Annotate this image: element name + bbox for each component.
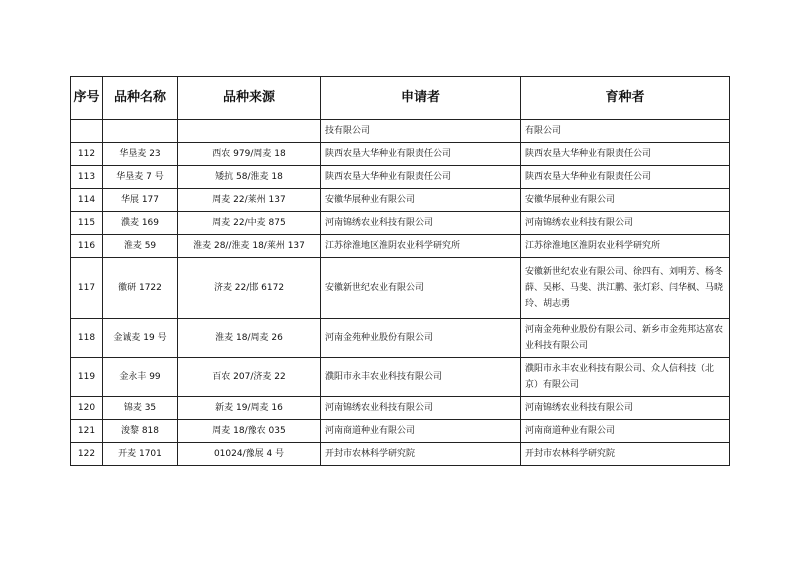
table-row [71,443,730,466]
cell-breeder: 陕西农垦大华种业有限责任公司 [521,166,730,189]
cell-breeder: 开封市农林科学研究院 [521,443,730,466]
cell-source [178,120,321,143]
cell-applicant: 安徽新世纪农业有限公司 [321,258,521,319]
cell-name: 锦麦 35 [103,397,178,420]
cell-name: 淮麦 59 [103,235,178,258]
cell-name: 徽研 1722 [103,258,178,319]
cell-breeder: 陕西农垦大华种业有限责任公司 [521,143,730,166]
cell-name: 华垦麦 7 号 [103,166,178,189]
cell-breeder: 江苏徐淮地区淮阴农业科学研究所 [521,235,730,258]
cell-seq: 122 [71,443,103,466]
table-row [71,319,730,358]
table-row [71,420,730,443]
cell-name: 金永丰 99 [103,358,178,397]
cell-source: 淮麦 28//淮麦 18/莱州 137 [178,235,321,258]
header-applicant: 申请者 [321,77,521,120]
cell-applicant: 安徽华展种业有限公司 [321,189,521,212]
cell-seq: 118 [71,319,103,358]
cell-source: 西农 979/周麦 18 [178,143,321,166]
cell-breeder: 有限公司 [521,120,730,143]
cell-seq: 114 [71,189,103,212]
cell-applicant: 河南锦绣农业科技有限公司 [321,397,521,420]
cell-seq: 113 [71,166,103,189]
cell-name: 金诚麦 19 号 [103,319,178,358]
cell-applicant: 开封市农林科学研究院 [321,443,521,466]
cell-name: 浚黎 818 [103,420,178,443]
cell-source: 周麦 22/莱州 137 [178,189,321,212]
table-row [71,143,730,166]
cell-seq [71,120,103,143]
cell-source: 济麦 22/邯 6172 [178,258,321,319]
table-row [71,397,730,420]
cell-applicant: 河南金苑种业股份有限公司 [321,319,521,358]
cell-seq: 119 [71,358,103,397]
header-name: 品种名称 [103,77,178,120]
cell-breeder: 河南锦绣农业科技有限公司 [521,212,730,235]
cell-source: 新麦 19/周麦 16 [178,397,321,420]
cell-seq: 115 [71,212,103,235]
cell-source: 淮麦 18/周麦 26 [178,319,321,358]
variety-table-page [70,76,729,466]
cell-source: 周麦 18/豫农 035 [178,420,321,443]
cell-source: 01024/豫展 4 号 [178,443,321,466]
cell-breeder: 安徽华展种业有限公司 [521,189,730,212]
cell-seq: 116 [71,235,103,258]
table-row [71,189,730,212]
cell-breeder: 河南锦绣农业科技有限公司 [521,397,730,420]
cell-seq: 120 [71,397,103,420]
cell-breeder: 河南商道种业有限公司 [521,420,730,443]
table-row [71,120,730,143]
cell-name: 开麦 1701 [103,443,178,466]
cell-breeder: 安徽新世纪农业有限公司、徐四有、刘明芳、杨冬薛、吴彬、马斐、洪江鹏、张灯彩、闫华枫、马晓玲、胡志勇 [521,258,730,319]
table-row [71,258,730,319]
cell-applicant: 河南锦绣农业科技有限公司 [321,212,521,235]
cell-applicant: 陕西农垦大华种业有限责任公司 [321,143,521,166]
table-row [71,166,730,189]
header-source: 品种来源 [178,77,321,120]
cell-name: 华垦麦 23 [103,143,178,166]
cell-name: 华展 177 [103,189,178,212]
table-row [71,358,730,397]
table-header-row [71,77,730,120]
cell-seq: 117 [71,258,103,319]
cell-breeder: 河南金苑种业股份有限公司、新乡市金苑邦达富农业科技有限公司 [521,319,730,358]
cell-seq: 121 [71,420,103,443]
table-row [71,235,730,258]
cell-source: 矮抗 58/淮麦 18 [178,166,321,189]
cell-applicant: 技有限公司 [321,120,521,143]
table-row [71,212,730,235]
cell-breeder: 濮阳市永丰农业科技有限公司、众人信科技（北京）有限公司 [521,358,730,397]
cell-applicant: 江苏徐淮地区淮阴农业科学研究所 [321,235,521,258]
cell-name: 濮麦 169 [103,212,178,235]
cell-source: 百农 207/济麦 22 [178,358,321,397]
variety-table [70,76,730,466]
header-seq: 序号 [71,77,103,120]
cell-applicant: 濮阳市永丰农业科技有限公司 [321,358,521,397]
cell-name [103,120,178,143]
header-breeder: 育种者 [521,77,730,120]
cell-source: 周麦 22/中麦 875 [178,212,321,235]
cell-seq: 112 [71,143,103,166]
cell-applicant: 河南商道种业有限公司 [321,420,521,443]
cell-applicant: 陕西农垦大华种业有限责任公司 [321,166,521,189]
